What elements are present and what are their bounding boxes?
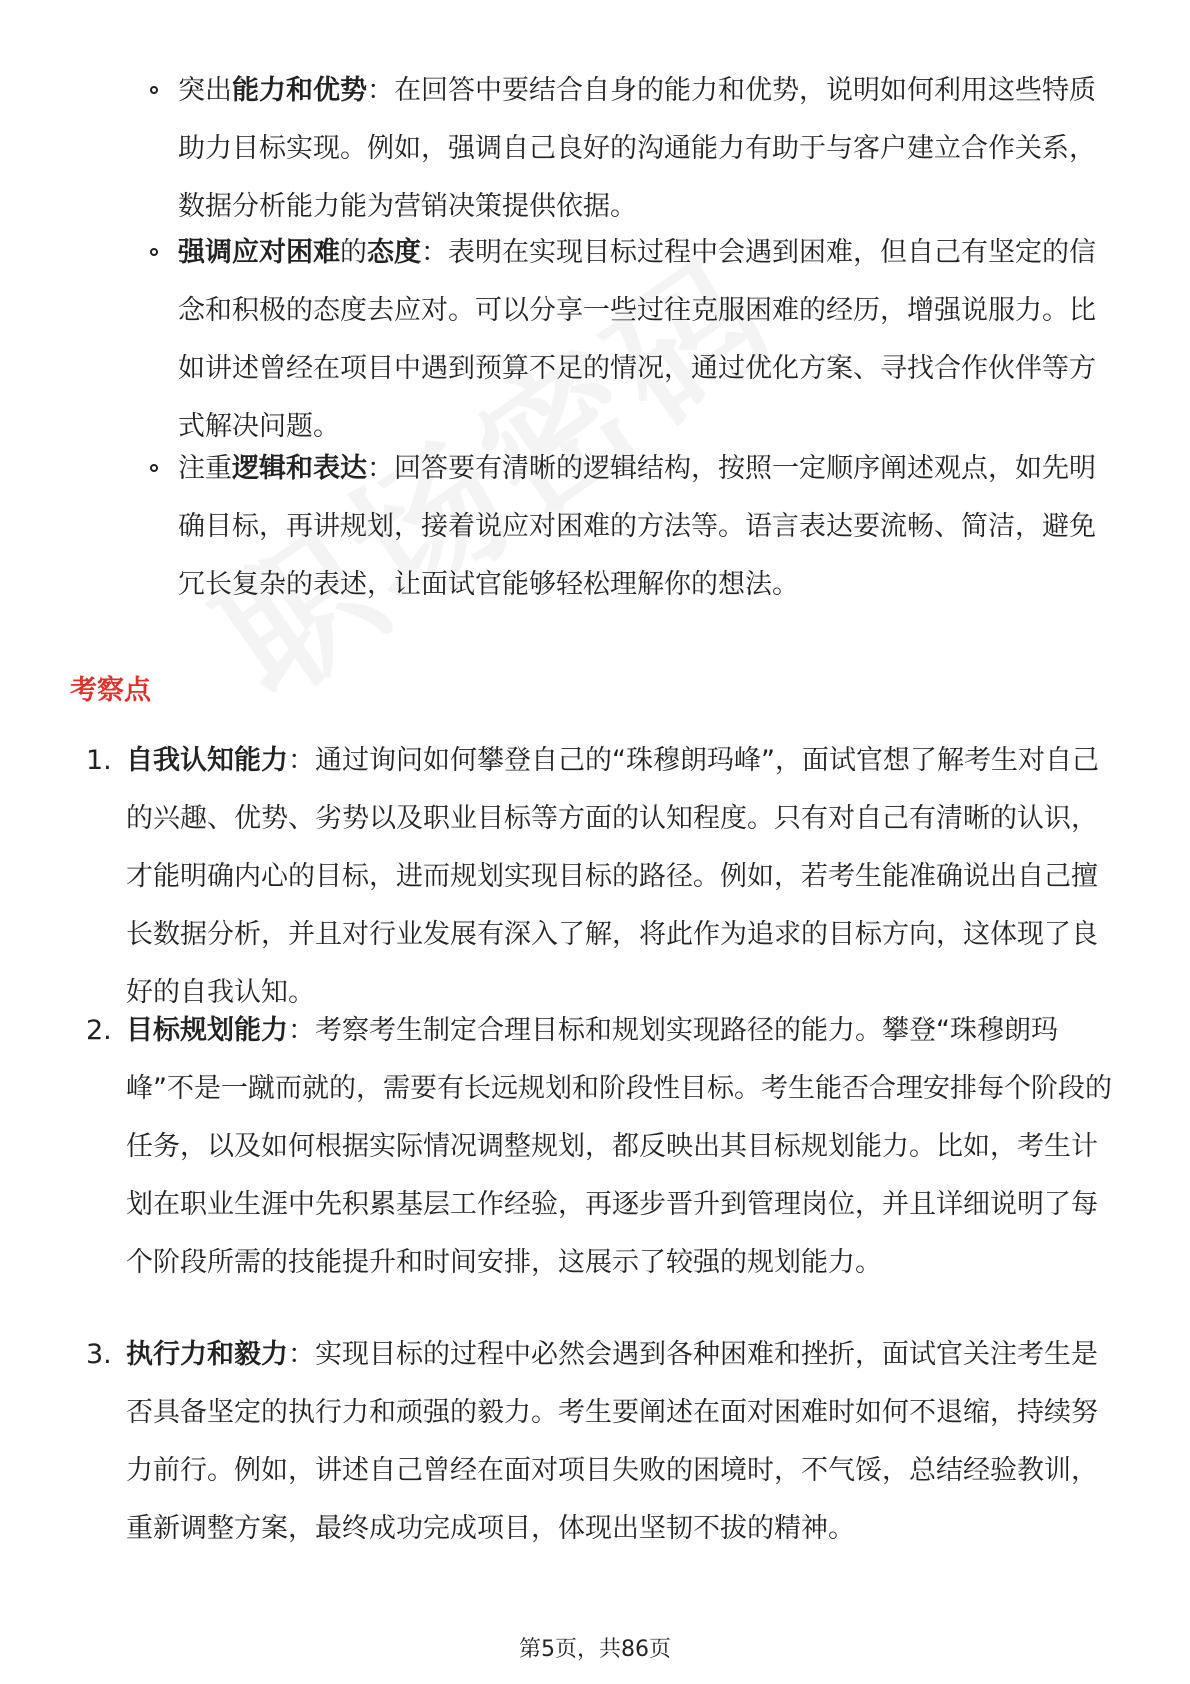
sub-bullet-list: [0, 62, 1190, 602]
list-item: [0, 1326, 1190, 1542]
item-middle: 的: [340, 237, 367, 268]
item-text: ：表明在实现目标过程中会遇到困难，但自己有坚定的信念和积极的态度去应对。可以分享一些过往克服困难的经历，增强说服力。比如讲述曾经在项目中遇到预算不足的情况，通过优化方案、寻找合作伙伴等方式解决问题。: [178, 237, 1096, 442]
page-footer: 第5页，共86页: [519, 1637, 671, 1662]
hollow-bullet-icon: [150, 464, 158, 472]
list-item: [0, 732, 1190, 1008]
list-item: [0, 224, 1190, 440]
item-bold-term: 强调应对困难: [178, 237, 340, 268]
item-bold-term: 逻辑和表达: [232, 453, 367, 484]
hollow-bullet-icon: [150, 86, 158, 94]
paragraph: [126, 1326, 1120, 1558]
list-number: 3.: [86, 1339, 112, 1370]
item-prefix: 突出: [178, 75, 232, 106]
numbered-list: [0, 732, 1190, 1542]
list-number: 1.: [86, 745, 112, 776]
list-number: 2.: [86, 1015, 112, 1046]
paragraph: [178, 440, 1120, 614]
hollow-bullet-icon: [150, 248, 158, 256]
item-prefix: 注重: [178, 453, 232, 484]
item-bold-term: 自我认知能力: [126, 745, 288, 776]
item-text: ：通过询问如何攀登自己的“珠穆朗玛峰”，面试官想了解考生对自己的兴趣、优势、劣势以及职业目标等方面的认知程度。只有对自己有清晰的认识，才能明确内心的目标，进而规划实现目标的路径。例如，若考生能准确说出自己擅长数据分析，并且对行业发展有深入了解，将此作为追求的目标方向，这体现了良好的自我认知。: [126, 745, 1099, 1008]
item-bold-term-2: 态度: [367, 237, 421, 268]
item-text: ：回答要有清晰的逻辑结构，按照一定顺序阐述观点，如先明确目标，再讲规划，接着说应对困难的方法等。语言表达要流畅、简洁，避免冗长复杂的表述，让面试官能够轻松理解你的想法。: [178, 453, 1096, 600]
list-item: [0, 1002, 1190, 1326]
list-item: [0, 440, 1190, 602]
paragraph: [126, 1002, 1120, 1292]
paragraph: [178, 224, 1120, 456]
list-item: [0, 62, 1190, 224]
paragraph: [126, 732, 1120, 1022]
paragraph: [178, 62, 1120, 236]
item-bold-term: 执行力和毅力: [126, 1339, 288, 1370]
item-text: ：考察考生制定合理目标和规划实现路径的能力。攀登“珠穆朗玛峰”不是一蹴而就的，需要有长远规划和阶段性目标。考生能否合理安排每个阶段的任务，以及如何根据实际情况调整规划，都反映出其目标规划能力。比如，考生计划在职业生涯中先积累基层工作经验，再逐步晋升到管理岗位，并且详细说明了每个阶段所需的技能提升和时间安排，这展示了较强的规划能力。: [126, 1015, 1112, 1278]
item-bold-term: 目标规划能力: [126, 1015, 288, 1046]
item-text: ：在回答中要结合自身的能力和优势，说明如何利用这些特质助力目标实现。例如，强调自己良好的沟通能力有助于与客户建立合作关系，数据分析能力能为营销决策提供依据。: [178, 75, 1096, 222]
item-text: ：实现目标的过程中必然会遇到各种困难和挫折，面试官关注考生是否具备坚定的执行力和顽强的毅力。考生要阐述在面对困难时如何不退缩，持续努力前行。例如，讲述自己曾经在面对项目失败的困境时，不气馁，总结经验教训，重新调整方案，最终成功完成项目，体现出坚韧不拔的精神。: [126, 1339, 1098, 1544]
section-title: 考察点: [70, 675, 151, 706]
item-bold-term: 能力和优势: [232, 75, 367, 106]
